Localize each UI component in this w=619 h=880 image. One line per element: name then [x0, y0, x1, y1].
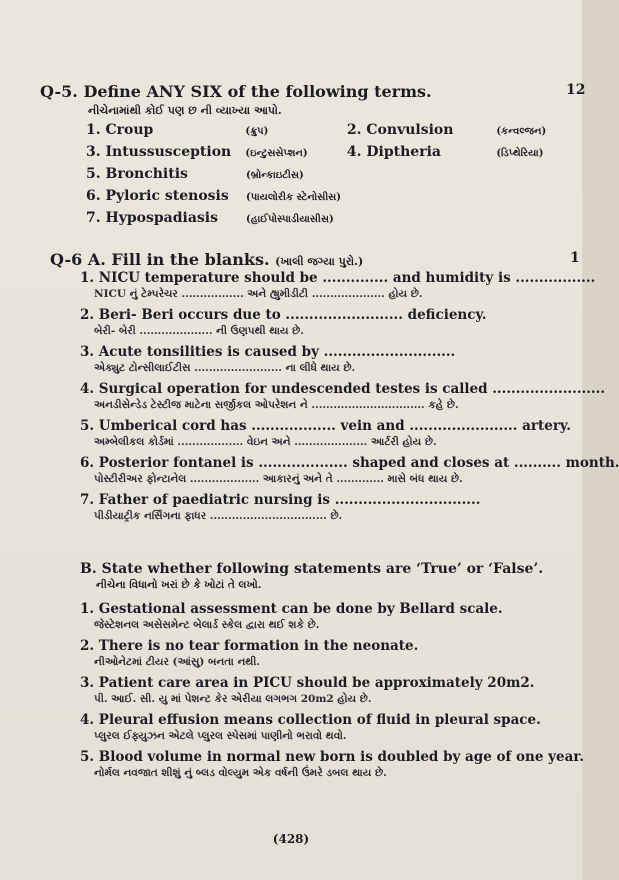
statement-gu: નીઓનેટમાં ટીયર (આંસુ) બનતા નથી.: [94, 656, 260, 668]
list-item: [80, 344, 575, 375]
term-row: [86, 122, 576, 144]
term-en: 7. Hypospadiasis: [86, 210, 218, 226]
list-item: [80, 381, 606, 412]
term-gu: (ક્રુપ): [245, 126, 269, 137]
term-gu: (ડિપ્થેરિયા): [496, 148, 544, 159]
blank-en: 2. Beri- Beri occurs due to ......................... deficiency.: [80, 307, 487, 323]
blank-en: 3. Acute tonsilities is caused by ............................: [80, 344, 456, 360]
blank-gu: અમ્બેલીકલ કોર્ડમાં .................. વેઇન અને .................... આર્ટરી હોય છે.: [94, 436, 437, 448]
q6-marks: 1: [570, 250, 580, 266]
list-item: [80, 749, 584, 780]
q5-marks: 12: [566, 82, 586, 98]
blank-gu: બેરી- બેરી .................... ની ઉણપથી થાય છે.: [94, 325, 304, 337]
section-b-heading: B. State whether following statements are ‘True’ or ‘False’.: [80, 561, 544, 577]
blank-en: 4. Surgical operation for undescended testes is called ........................: [80, 381, 606, 397]
blank-en: 7. Father of paediatric nursing is ...............................: [80, 492, 481, 508]
page-number: (428): [272, 832, 310, 846]
statement-gu: પી. આઈ. સી. યુ માં પેશન્ટ કેર એરીયા લગભગ 20m2 હોય છે.: [94, 693, 372, 705]
term-row: [86, 166, 576, 188]
statement-gu: નોર્મલ નવજાત શીશું નું બ્લડ વોલ્યુમ એક વર્ષની ઉંમરે ડબલ થાય છે.: [94, 767, 387, 779]
blank-gu: NICU નું ટેમ્પરેચર ................. અને હ્યુમીડીટી .................... હોય છે.: [94, 288, 423, 300]
statement-en: 4. Pleural effusion means collection of fluid in pleural space.: [80, 712, 541, 728]
list-item: [80, 675, 575, 706]
statement-en: 2. There is no tear formation in the neonate.: [80, 638, 419, 654]
term-gu: (પાયલોરીક સ્ટેનોસીસ): [246, 192, 342, 203]
q6-heading-gu: (ખાલી જગ્યા પુરો.): [275, 255, 364, 268]
list-item: [80, 418, 575, 449]
true-false-section: [80, 560, 584, 786]
term-en: 1. Croup: [86, 122, 154, 138]
fill-blanks-list: [80, 270, 619, 529]
term-en: 5. Bronchitis: [86, 166, 188, 182]
section-b-subheading: નીચેના વિધાનો ખરાં છે કે ખોટાં તે લખો.: [96, 579, 262, 591]
blank-en: 6. Posterior fontanel is ................... shaped and closes at .......... month.: [80, 455, 619, 471]
blank-en: 5. Umberical cord has .................. vein and ....................... artery.: [80, 418, 571, 434]
statement-en: 3. Patient care area in PICU should be approximately 20m2.: [80, 675, 535, 691]
list-item: [80, 492, 575, 523]
statement-gu: જેસ્ટેશનલ અસેસમેન્ટ બેલાર્ડ સ્કેલ દ્વારા થઈ શકે છે.: [94, 619, 320, 631]
statement-gu: પ્લુરલ ઈફ્યુઝન એટલે પ્લુરલ સ્પેસમાં પાણીનો ભરાવો થવો.: [94, 730, 347, 742]
term-row: [86, 210, 576, 232]
blank-gu: પીડીયાટ્રીક નર્સિંગના ફાધર ................................ છે.: [94, 510, 343, 522]
term-row: [86, 188, 576, 210]
term-en: 3. Intussusception: [86, 144, 232, 160]
term-gu: (હાઈપોસ્પાડીયાસીસ): [246, 214, 334, 225]
term-en: 4. Diptheria: [346, 144, 441, 160]
statement-en: 1. Gestational assessment can be done by Bellard scale.: [80, 601, 503, 617]
q6-heading-en: Q-6 A. Fill in the blanks.: [50, 250, 270, 269]
term-gu: (બ્રોન્કાઇટીસ): [246, 170, 304, 181]
q5-heading: Q-5. Define ANY SIX of the following terms.: [40, 82, 432, 101]
statement-en: 5. Blood volume in normal new born is doubled by age of one year.: [80, 749, 584, 765]
blank-en: 1. NICU temperature should be .............. and humidity is .................: [80, 270, 596, 286]
list-item: [80, 307, 575, 338]
term-gu: (ઇન્ટુસસેપ્શન): [245, 148, 308, 159]
term-en: 2. Convulsion: [346, 122, 454, 138]
term-en: 6. Pyloric stenosis: [86, 188, 229, 204]
term-gu: (કન્વલ્જન): [496, 126, 547, 137]
list-item: [80, 601, 575, 632]
list-item: [80, 712, 575, 743]
q5-subheading: નીચેનામાંથી કોઈ પણ છ ની વ્યાખ્યા આપો.: [88, 104, 282, 117]
q5-term-list: [86, 122, 576, 232]
blank-gu: એક્યુટ ટોન્સીલાઈટીસ ........................ ના લીધે થાય છે.: [94, 362, 356, 374]
blank-gu: પોસ્ટીરીઅર ફોન્ટાનેલ ................... આકારનું અને તે ............. માસે બંધ થાય છે.: [94, 473, 463, 485]
q6-heading: [50, 250, 363, 269]
list-item: [80, 270, 596, 301]
list-item: [80, 455, 619, 486]
blank-gu: અનડીસેન્ડેડ ટેસ્ટીજ માટેના સર્જીકલ ઓપરેશન ને ............................... કહે છે.: [94, 399, 459, 411]
term-row: [86, 144, 576, 166]
list-item: [80, 638, 575, 669]
